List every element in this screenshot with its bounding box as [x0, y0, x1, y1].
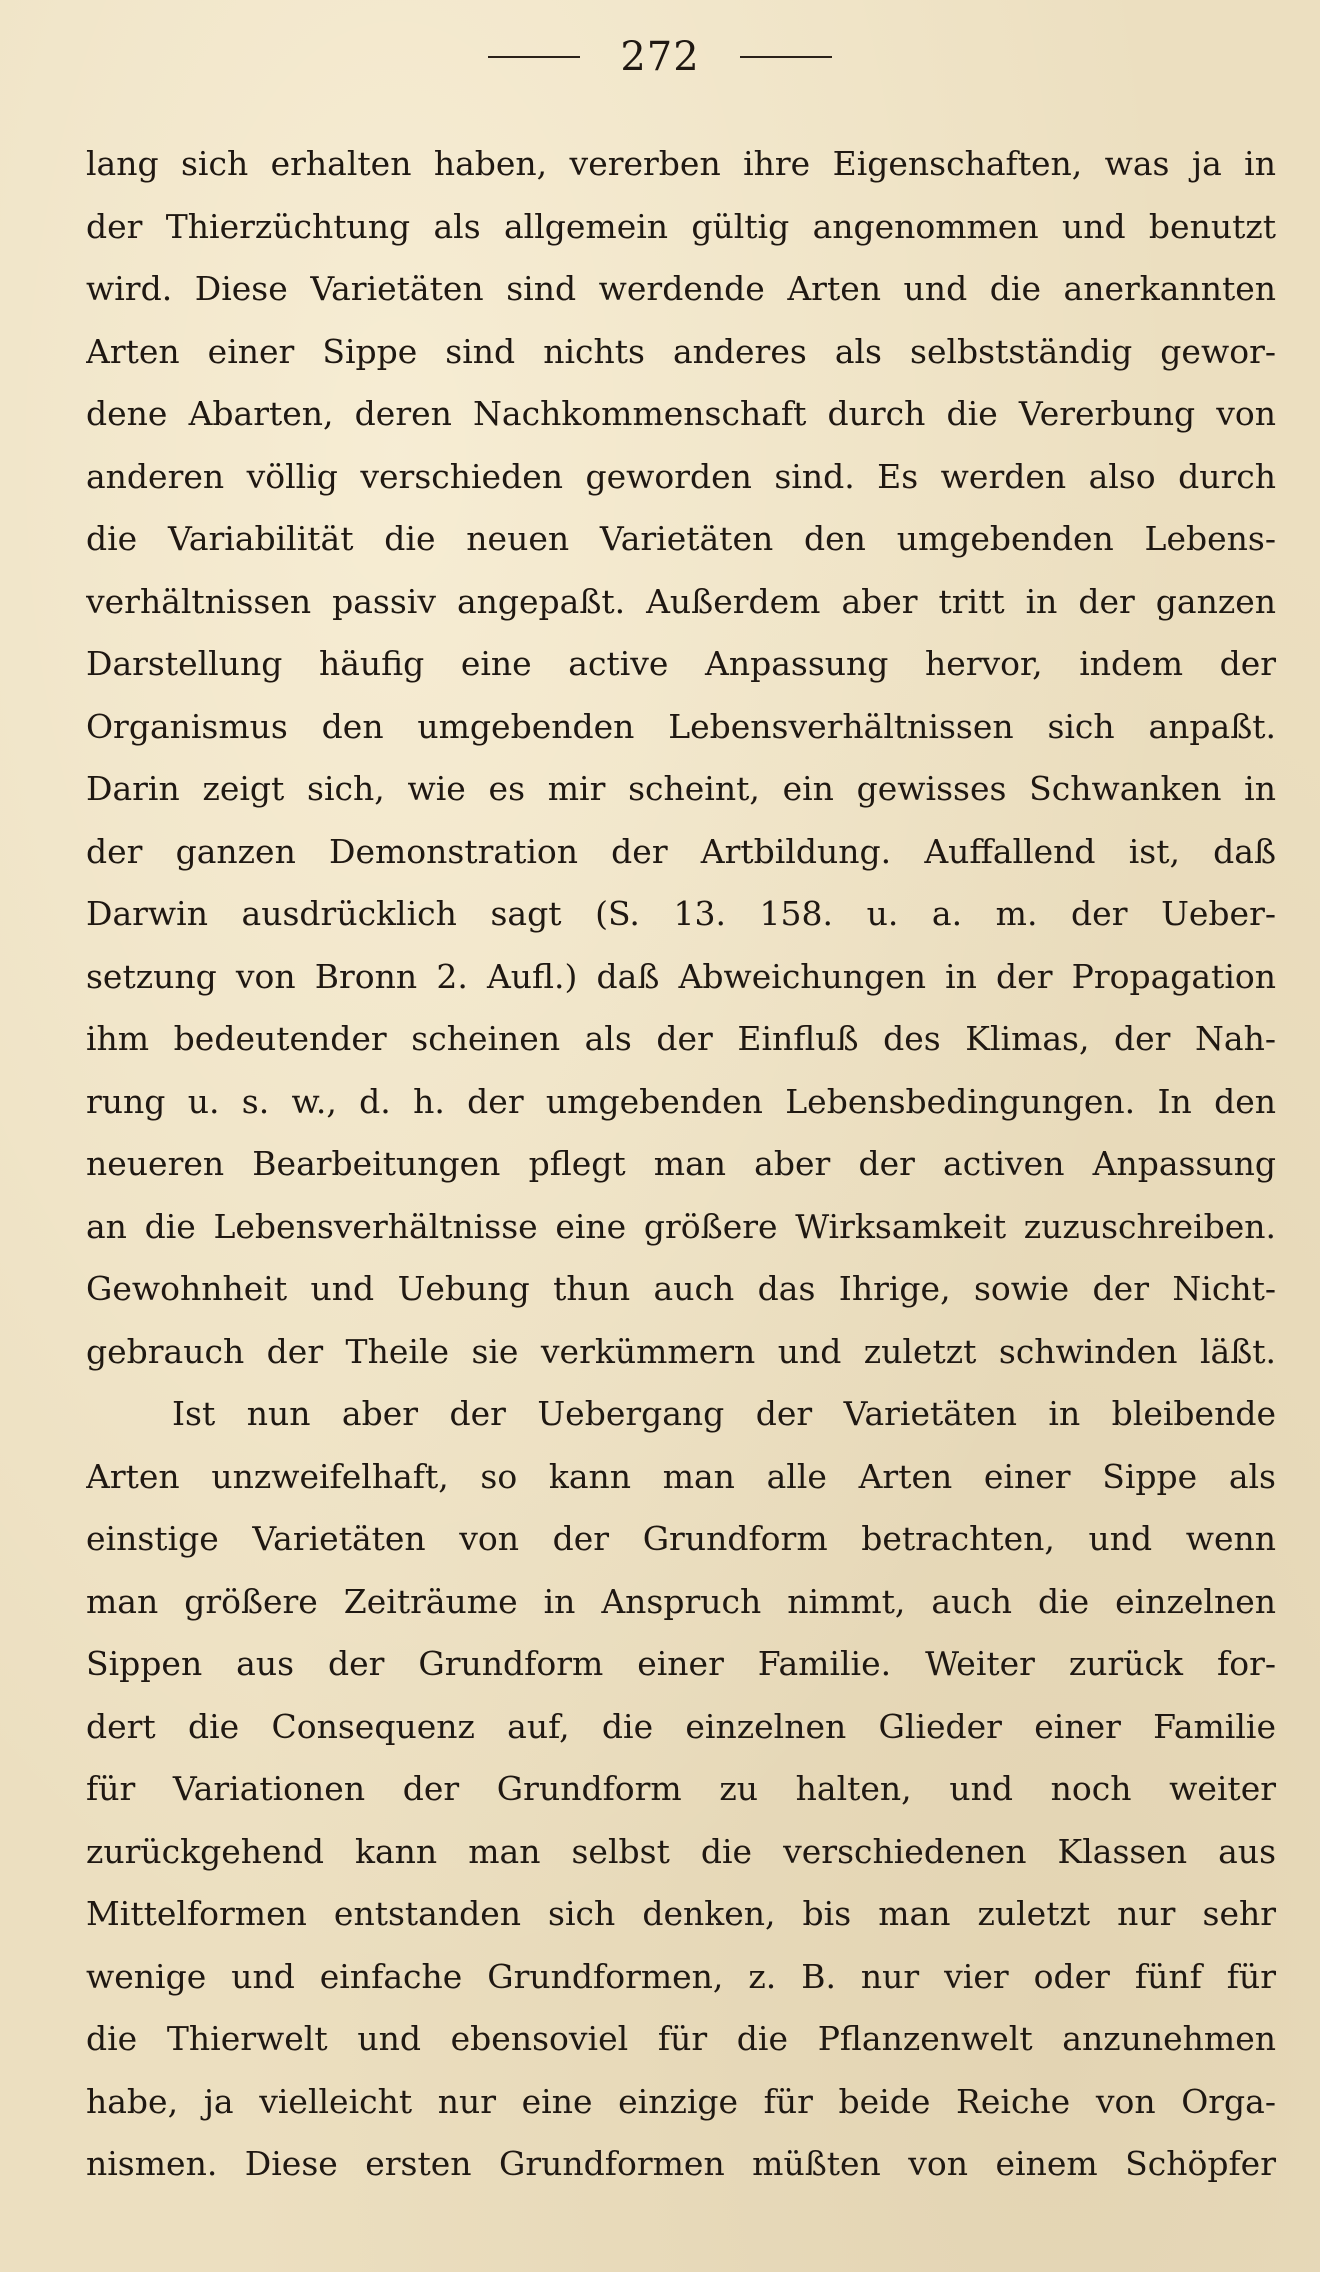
text-line: wenige und einfache Grundformen, z. B. nur vier oder fünf für — [86, 1956, 1276, 1996]
page-number: 272 — [620, 34, 700, 80]
text-line: dert die Consequenz auf, die einzelnen Glieder einer Familie — [86, 1706, 1276, 1746]
body-text — [86, 133, 1276, 2196]
text-line: Sippen aus der Grundform einer Familie. Weiter zurück for- — [86, 1644, 1276, 1683]
text-line: gebrauch der Theile sie verkümmern und zuletzt schwinden läßt. — [86, 1331, 1276, 1371]
text-line: Darwin ausdrücklich sagt (S. 13. 158. u. a. m. der Ueber- — [86, 894, 1276, 933]
text-line: Arten unzweifelhaft, so kann man alle Arten einer Sippe als — [86, 1456, 1276, 1496]
header-rule-left — [488, 56, 580, 58]
text-line: lang sich erhalten haben, vererben ihre Eigenschaften, was ja in — [86, 144, 1276, 183]
text-line: nismen. Diese ersten Grundformen müßten von einem Schöpfer — [86, 2144, 1276, 2183]
text-line: an die Lebensverhältnisse eine größere Wirksamkeit zuzuschreiben. — [86, 1206, 1276, 1246]
page-header — [0, 22, 1320, 92]
text-line: die Variabilität die neuen Varietäten den umgebenden Lebens- — [86, 519, 1276, 558]
text-line: dene Abarten, deren Nachkommenschaft durch die Vererbung von — [86, 394, 1276, 433]
text-line: Darstellung häufig eine active Anpassung hervor, indem der — [86, 644, 1276, 683]
text-line: wird. Diese Varietäten sind werdende Arten und die anerkannten — [86, 269, 1276, 308]
text-line: Gewohnheit und Uebung thun auch das Ihrige, sowie der Nicht- — [86, 1269, 1276, 1308]
text-line: Mittelformen entstanden sich denken, bis man zuletzt nur sehr — [86, 1894, 1276, 1933]
text-line: Arten einer Sippe sind nichts anderes als selbstständig gewor- — [86, 331, 1276, 371]
text-line: Darin zeigt sich, wie es mir scheint, ein gewisses Schwanken in — [86, 769, 1276, 808]
text-line: neueren Bearbeitungen pflegt man aber der activen Anpassung — [86, 1144, 1276, 1183]
text-line: Organismus den umgebenden Lebensverhältnissen sich anpaßt. — [86, 706, 1276, 746]
text-line: verhältnissen passiv angepaßt. Außerdem aber tritt in der ganzen — [86, 581, 1276, 621]
text-line: rung u. s. w., d. h. der umgebenden Lebensbedingungen. In den — [86, 1081, 1276, 1121]
text-line: der Thierzüchtung als allgemein gültig angenommen und benutzt — [86, 206, 1276, 246]
text-line: der ganzen Demonstration der Artbildung. Auffallend ist, daß — [86, 831, 1276, 871]
text-line: habe, ja vielleicht nur eine einzige für beide Reiche von Orga- — [86, 2081, 1276, 2121]
text-line: anderen völlig verschieden geworden sind. Es werden also durch — [86, 456, 1276, 496]
header-rule-right — [740, 56, 832, 58]
text-line: einstige Varietäten von der Grundform betrachten, und wenn — [86, 1519, 1276, 1558]
text-line: die Thierwelt und ebensoviel für die Pflanzenwelt anzunehmen — [86, 2019, 1276, 2058]
text-line: ihm bedeutender scheinen als der Einfluß des Klimas, der Nah- — [86, 1019, 1276, 1058]
paragraph-start-line: Ist nun aber der Uebergang der Varietäten in bleibende — [172, 1394, 1276, 1433]
text-line: für Variationen der Grundform zu halten, und noch weiter — [86, 1769, 1276, 1808]
text-line: zurückgehend kann man selbst die verschiedenen Klassen aus — [86, 1831, 1276, 1871]
text-line: man größere Zeiträume in Anspruch nimmt, auch die einzelnen — [86, 1581, 1276, 1621]
text-line: setzung von Bronn 2. Aufl.) daß Abweichungen in der Propagation — [86, 956, 1276, 996]
